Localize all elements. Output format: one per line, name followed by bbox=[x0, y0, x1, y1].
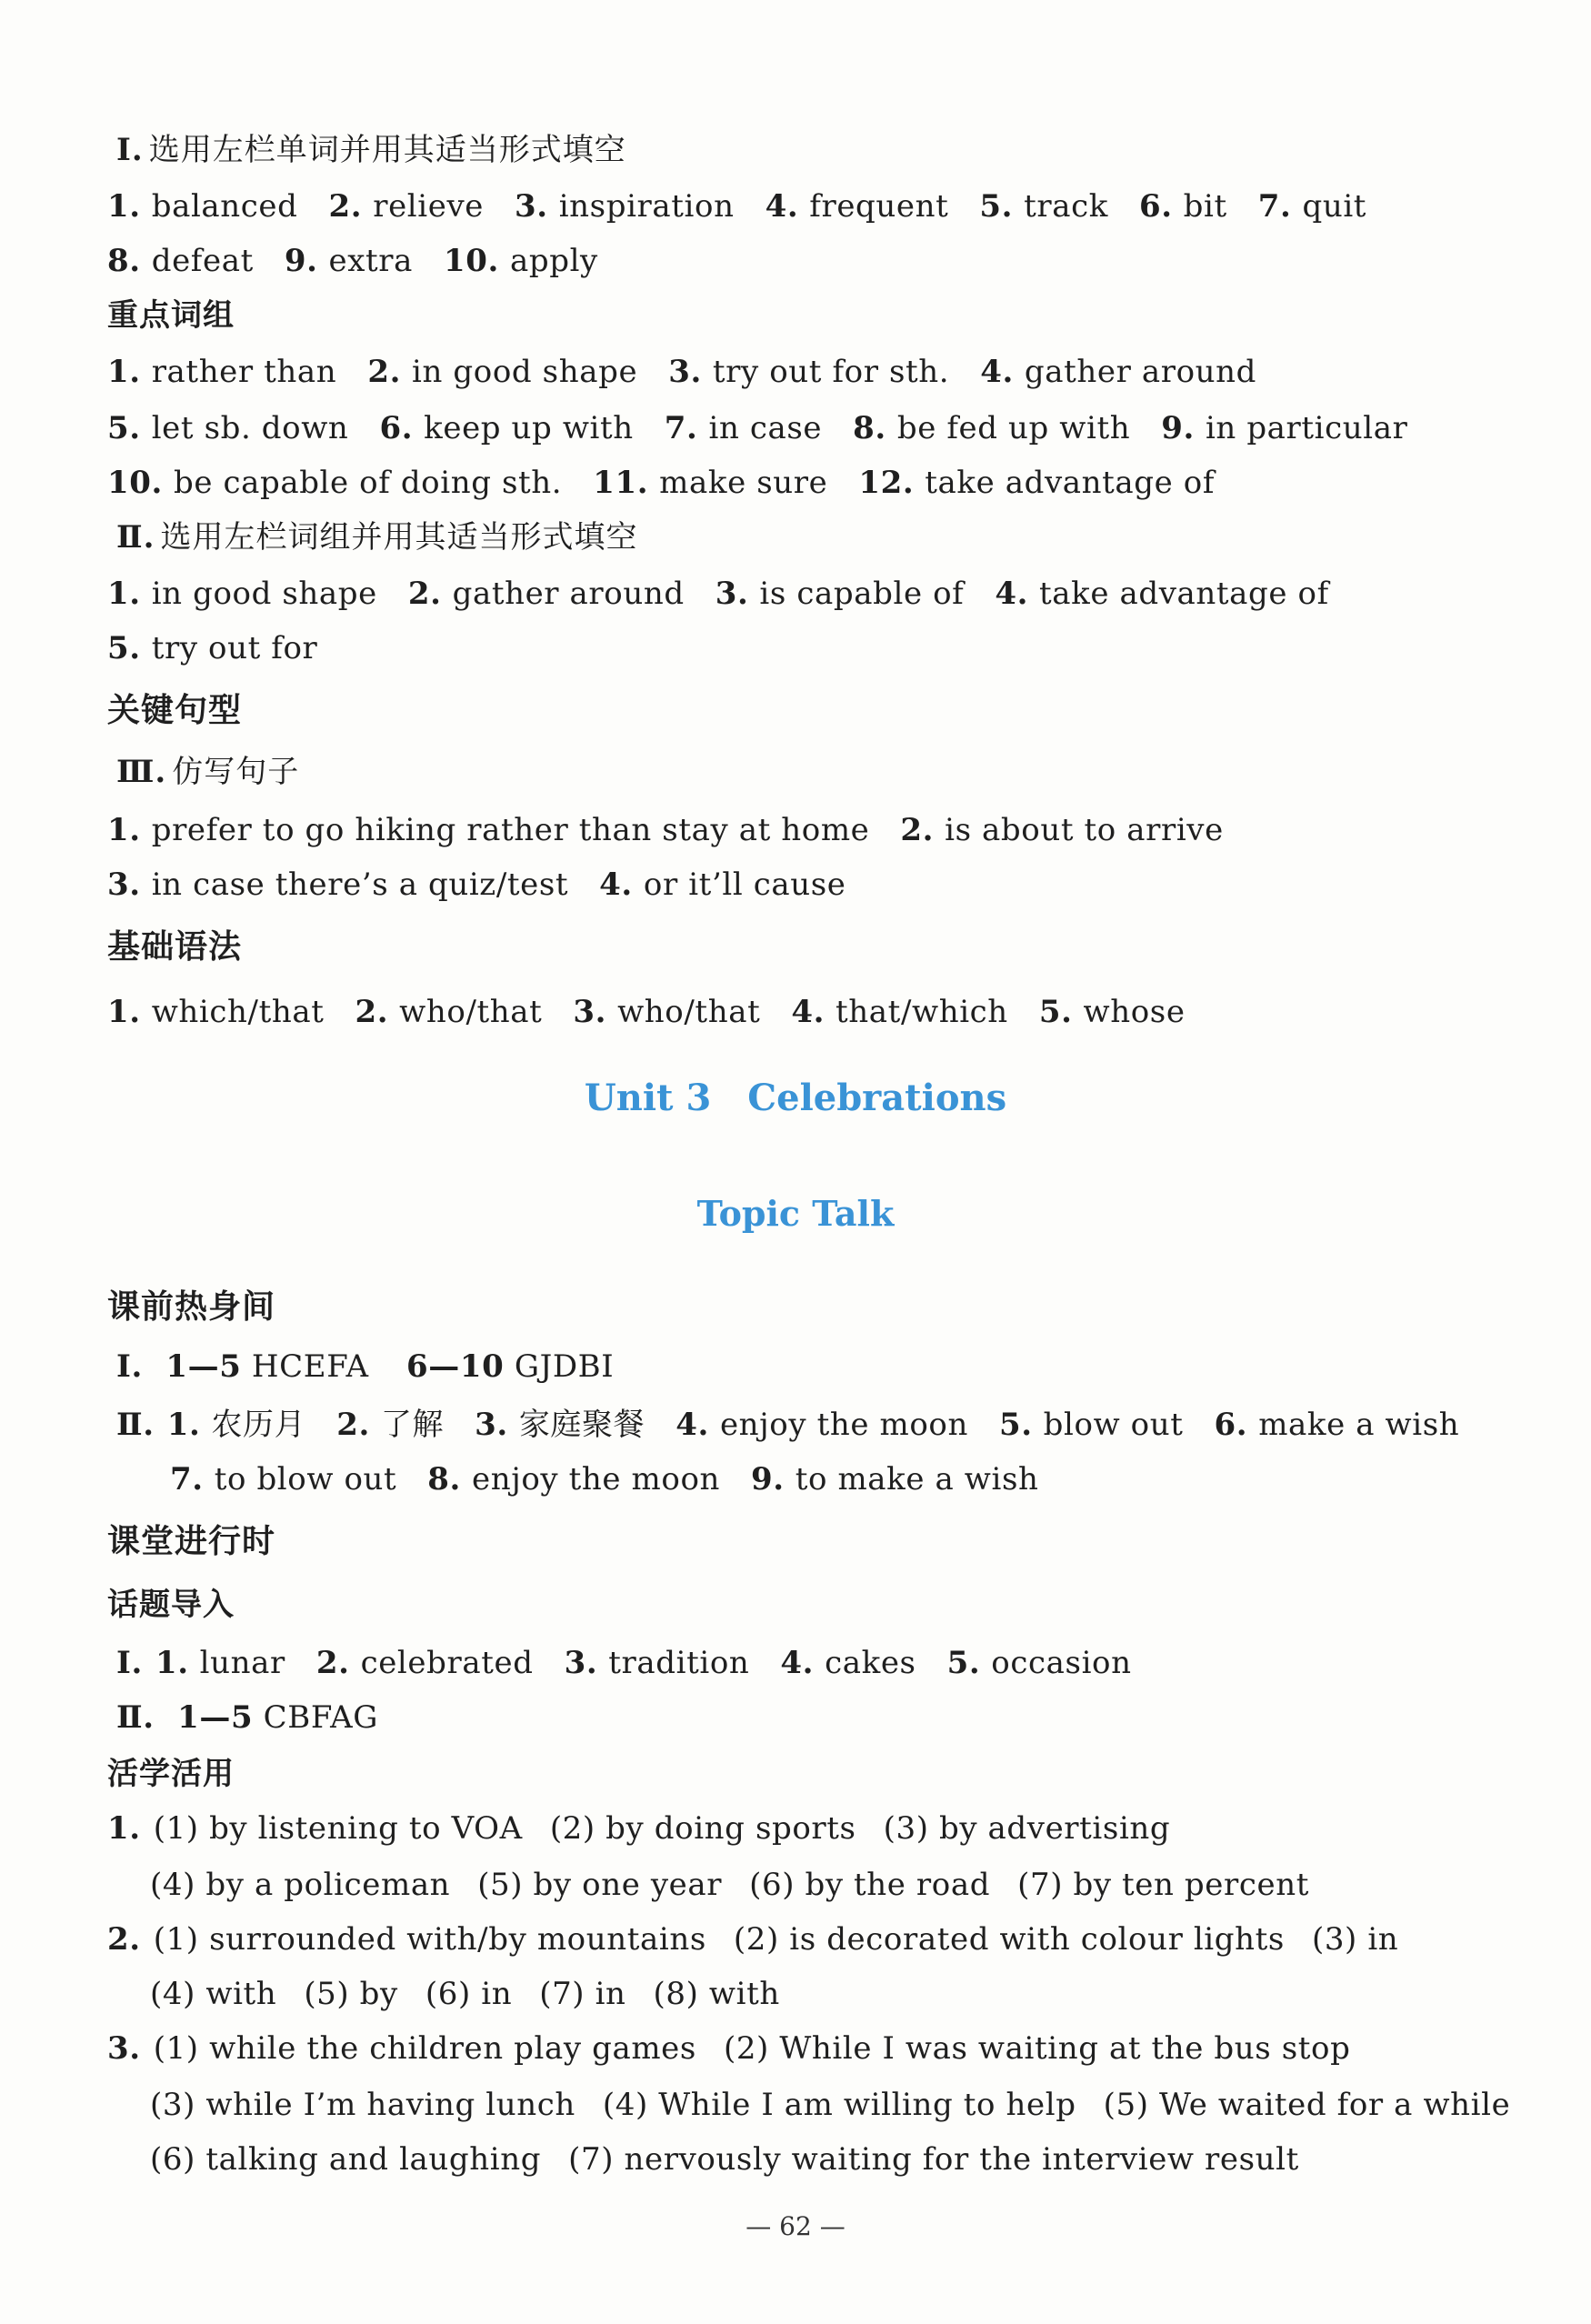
answer-item bbox=[427, 1461, 720, 1498]
item-number: 5. bbox=[946, 1645, 981, 1681]
answer-line bbox=[170, 1461, 1039, 1498]
item-text: to blow out bbox=[214, 1461, 397, 1498]
sub-answer: (5) by bbox=[304, 1976, 398, 2012]
grammar-heading: 基础语法 bbox=[107, 928, 243, 966]
item-number: 4. bbox=[675, 1407, 709, 1443]
answer-item bbox=[751, 1461, 1039, 1498]
item-number: 1. bbox=[107, 354, 141, 390]
answer-line bbox=[107, 812, 1224, 848]
answer-line bbox=[107, 465, 1216, 501]
sub-answer: (1) by listening to VOA bbox=[153, 1810, 523, 1847]
item-number: 2. bbox=[407, 576, 442, 612]
item-number: 3. bbox=[515, 188, 548, 225]
answer-item bbox=[853, 410, 1130, 446]
item-number: 8. bbox=[107, 243, 141, 279]
practice-heading: 活学活用 bbox=[107, 1756, 235, 1792]
answer-line bbox=[107, 994, 1186, 1030]
answer-item bbox=[107, 994, 324, 1030]
sentences-heading: 关键句型 bbox=[107, 692, 243, 729]
item-text: be fed up with bbox=[896, 410, 1131, 446]
item-number: 6. bbox=[1214, 1407, 1248, 1443]
item-number: 5. bbox=[107, 410, 141, 446]
item-text: gather around bbox=[452, 576, 685, 612]
answer-line bbox=[107, 354, 1257, 390]
item-number: 3. bbox=[107, 866, 141, 903]
item-number: 2. bbox=[355, 994, 389, 1030]
item-text: bit bbox=[1183, 188, 1227, 225]
item-text: tradition bbox=[608, 1645, 750, 1681]
item-number: 7. bbox=[664, 410, 698, 446]
item-text: try out for bbox=[151, 630, 318, 666]
answer-item bbox=[715, 576, 965, 612]
item-text: in particular bbox=[1205, 410, 1408, 446]
answer-line bbox=[107, 188, 1367, 225]
answer-item bbox=[780, 1645, 916, 1681]
item-number: 6. bbox=[379, 410, 414, 446]
sub-answer: (8) with bbox=[653, 1976, 780, 2012]
section-1-heading: Ⅰ. 选用左栏单词并用其适当形式填空 bbox=[116, 132, 626, 168]
answer-item bbox=[329, 188, 484, 225]
answer-item bbox=[1139, 188, 1227, 225]
item-number: 1. bbox=[107, 188, 141, 225]
item-text: try out for sth. bbox=[712, 354, 950, 390]
item-text: who/that bbox=[399, 994, 543, 1030]
answer-item bbox=[1039, 994, 1186, 1030]
item-text: extra bbox=[328, 243, 414, 279]
answer-item bbox=[167, 1407, 306, 1443]
answer-item bbox=[999, 1407, 1184, 1443]
warmup-heading: 课前热身间 bbox=[107, 1288, 276, 1326]
answer-item bbox=[408, 576, 685, 612]
item-text: be capable of doing sth. bbox=[173, 465, 563, 501]
item-text: make sure bbox=[659, 465, 828, 501]
item-number: 9. bbox=[284, 243, 318, 279]
item-number: 2. bbox=[336, 1407, 370, 1443]
item-text: enjoy the moon bbox=[472, 1461, 721, 1498]
item-number: 9. bbox=[751, 1461, 785, 1498]
answer-item bbox=[107, 465, 562, 501]
classroom-heading: 课堂进行时 bbox=[107, 1523, 276, 1560]
answer-line bbox=[107, 866, 846, 903]
answer-item bbox=[107, 812, 869, 848]
answer-item bbox=[668, 354, 949, 390]
item-text: occasion bbox=[991, 1645, 1132, 1681]
answer-item bbox=[107, 410, 348, 446]
sub-answer: (5) We waited for a while bbox=[1103, 2087, 1511, 2123]
answer-line bbox=[107, 630, 318, 666]
item-text: in good shape bbox=[412, 354, 638, 390]
answer-item bbox=[565, 1645, 750, 1681]
unit-title: Unit 3 Celebrations bbox=[584, 1077, 1007, 1119]
item-text: is about to arrive bbox=[945, 812, 1224, 848]
topic-intro-heading: 话题导入 bbox=[107, 1587, 235, 1623]
answer-item bbox=[593, 465, 827, 501]
section-3-heading: Ⅲ. 仿写句子 bbox=[116, 754, 300, 790]
item-number: 7. bbox=[1257, 188, 1292, 225]
page-number: — 62 — bbox=[745, 2211, 846, 2241]
item-number: 5. bbox=[107, 630, 141, 666]
item-number: 1. bbox=[166, 1407, 201, 1443]
question-3: 3. (1) while the children play games (2) While I was waiting at the bus stop bbox=[107, 2030, 1351, 2067]
item-text: in case there’s a quiz/test bbox=[151, 866, 569, 903]
item-number: 2. bbox=[900, 812, 935, 848]
answer-item bbox=[316, 1645, 534, 1681]
answer-item bbox=[107, 243, 254, 279]
sub-answer: (4) by a policeman bbox=[150, 1867, 451, 1903]
item-text: whose bbox=[1083, 994, 1186, 1030]
item-number: 5. bbox=[979, 188, 1014, 225]
item-number: 2. bbox=[367, 354, 402, 390]
item-number: 2. bbox=[328, 188, 363, 225]
sub-answer: (3) in bbox=[1311, 1921, 1399, 1958]
item-number: 4. bbox=[980, 354, 1014, 390]
warmup-row-2: Ⅱ. 1. 农历月 2. 了解 3. 家庭聚餐 4. enjoy the moon 5. blow out 6. make a wish bbox=[116, 1407, 1460, 1443]
item-number: 4. bbox=[765, 188, 799, 225]
answer-line bbox=[150, 2087, 1537, 2123]
item-number: 8. bbox=[427, 1461, 461, 1498]
item-text: track bbox=[1024, 188, 1108, 225]
question-2: 2. (1) surrounded with/by mountains (2) is decorated with colour lights (3) in bbox=[107, 1921, 1399, 1958]
answer-item bbox=[995, 576, 1328, 612]
item-text: which/that bbox=[151, 994, 325, 1030]
item-text: make a wish bbox=[1258, 1407, 1460, 1443]
item-number: 5. bbox=[1038, 994, 1073, 1030]
sub-answer: (4) with bbox=[150, 1976, 277, 2012]
item-text: frequent bbox=[809, 188, 949, 225]
topic-title: Topic Talk bbox=[696, 1193, 895, 1234]
item-text: gather around bbox=[1024, 354, 1257, 390]
item-number: 5. bbox=[998, 1407, 1033, 1443]
item-text: 了解 bbox=[380, 1407, 445, 1443]
sub-answer: (1) while the children play games bbox=[153, 2030, 696, 2067]
item-text: in case bbox=[708, 410, 823, 446]
answer-item bbox=[336, 1407, 444, 1443]
item-text: 家庭聚餐 bbox=[518, 1407, 645, 1443]
answer-item bbox=[107, 866, 568, 903]
answer-item bbox=[665, 410, 822, 446]
item-number: 7. bbox=[170, 1461, 204, 1498]
answer-line bbox=[150, 1867, 1336, 1903]
sub-answer: (2) While I was waiting at the bus stop bbox=[723, 2030, 1351, 2067]
item-text: take advantage of bbox=[925, 465, 1216, 501]
item-number: 10. bbox=[444, 243, 499, 279]
item-text: that/which bbox=[836, 994, 1008, 1030]
answer-item bbox=[355, 994, 542, 1030]
item-number: 1. bbox=[155, 1645, 189, 1681]
answer-item bbox=[444, 243, 598, 279]
classroom-row-2: Ⅱ. 1—5 CBFAG bbox=[116, 1699, 379, 1736]
item-number: 2. bbox=[315, 1645, 350, 1681]
answer-item bbox=[107, 630, 317, 666]
item-text: apply bbox=[509, 243, 598, 279]
item-number: 4. bbox=[791, 994, 826, 1030]
item-number: 9. bbox=[1161, 410, 1195, 446]
item-text: balanced bbox=[151, 188, 298, 225]
answer-item bbox=[170, 1461, 396, 1498]
answer-item bbox=[573, 994, 760, 1030]
item-number: 3. bbox=[564, 1645, 598, 1681]
item-text: defeat bbox=[151, 243, 254, 279]
item-text: in good shape bbox=[151, 576, 377, 612]
sub-answer: (4) While I am willing to help bbox=[602, 2087, 1076, 2123]
answer-item bbox=[367, 354, 637, 390]
sub-answer: (1) surrounded with/by mountains bbox=[153, 1921, 706, 1958]
answer-item bbox=[107, 354, 336, 390]
item-number: 3. bbox=[573, 994, 607, 1030]
item-text: who/that bbox=[617, 994, 761, 1030]
answer-line bbox=[150, 2141, 1326, 2178]
item-text: 农历月 bbox=[211, 1407, 306, 1443]
answer-item bbox=[947, 1645, 1132, 1681]
answer-item bbox=[1258, 188, 1366, 225]
item-number: 1. bbox=[107, 812, 141, 848]
item-number: 11. bbox=[593, 465, 649, 501]
answer-line bbox=[150, 1976, 807, 2012]
sub-answer: (6) by the road bbox=[749, 1867, 991, 1903]
answer-item bbox=[900, 812, 1223, 848]
question-1: 1. (1) by listening to VOA (2) by doing sports (3) by advertising bbox=[107, 1810, 1171, 1847]
item-text: is capable of bbox=[759, 576, 965, 612]
item-text: take advantage of bbox=[1039, 576, 1329, 612]
item-text: or it’ll cause bbox=[643, 866, 846, 903]
item-text: to make a wish bbox=[795, 1461, 1039, 1498]
item-text: rather than bbox=[151, 354, 337, 390]
warmup-row-1: Ⅰ. 1—5 HCEFA 6—10 GJDBI bbox=[116, 1348, 615, 1385]
sub-answer: (2) is decorated with colour lights bbox=[733, 1921, 1285, 1958]
answer-item bbox=[979, 188, 1108, 225]
item-number: 1. bbox=[107, 994, 141, 1030]
answer-item bbox=[1161, 410, 1407, 446]
item-text: quit bbox=[1302, 188, 1367, 225]
item-text: lunar bbox=[199, 1645, 285, 1681]
answer-item bbox=[765, 188, 949, 225]
item-text: prefer to go hiking rather than stay at home bbox=[151, 812, 870, 848]
phrases-heading: 重点词组 bbox=[107, 297, 235, 334]
answer-item bbox=[515, 188, 735, 225]
answer-item bbox=[475, 1407, 645, 1443]
sub-answer: (6) in bbox=[425, 1976, 513, 2012]
answer-item bbox=[599, 866, 846, 903]
answer-line bbox=[107, 410, 1408, 446]
answer-line bbox=[107, 243, 598, 279]
sub-answer: (6) talking and laughing bbox=[150, 2141, 542, 2178]
item-number: 4. bbox=[995, 576, 1029, 612]
item-number: 3. bbox=[715, 576, 749, 612]
answer-item bbox=[155, 1645, 285, 1681]
answer-item bbox=[980, 354, 1256, 390]
answer-line bbox=[107, 576, 1329, 612]
answer-item bbox=[285, 243, 413, 279]
item-number: 6. bbox=[1138, 188, 1173, 225]
item-text: blow out bbox=[1043, 1407, 1184, 1443]
item-number: 3. bbox=[668, 354, 702, 390]
item-number: 8. bbox=[853, 410, 886, 446]
answer-item bbox=[791, 994, 1007, 1030]
section-2-heading: Ⅱ. 选用左栏词组并用其适当形式填空 bbox=[116, 519, 638, 556]
item-number: 3. bbox=[475, 1407, 508, 1443]
item-text: keep up with bbox=[424, 410, 634, 446]
item-text: enjoy the moon bbox=[719, 1407, 968, 1443]
item-text: relieve bbox=[373, 188, 484, 225]
answer-item bbox=[107, 188, 298, 225]
item-text: celebrated bbox=[360, 1645, 534, 1681]
item-text: inspiration bbox=[558, 188, 735, 225]
classroom-row-1: Ⅰ. 1. lunar 2. celebrated 3. tradition 4. cakes 5. occasion bbox=[116, 1645, 1132, 1681]
sub-answer: (7) in bbox=[539, 1976, 626, 2012]
answer-item bbox=[1215, 1407, 1460, 1443]
item-number: 12. bbox=[858, 465, 915, 501]
answer-item bbox=[379, 410, 633, 446]
sub-answer: (5) by one year bbox=[477, 1867, 723, 1903]
item-text: cakes bbox=[825, 1645, 916, 1681]
item-number: 10. bbox=[107, 465, 163, 501]
sub-answer: (7) by ten percent bbox=[1017, 1867, 1309, 1903]
sub-answer: (3) by advertising bbox=[883, 1810, 1171, 1847]
sub-answer: (2) by doing sports bbox=[549, 1810, 856, 1847]
answer-item bbox=[107, 576, 377, 612]
item-number: 4. bbox=[780, 1645, 815, 1681]
answer-item bbox=[858, 465, 1215, 501]
item-number: 4. bbox=[599, 866, 633, 903]
sub-answer: (7) nervously waiting for the interview result bbox=[568, 2141, 1299, 2178]
sub-answer: (3) while I’m having lunch bbox=[150, 2087, 575, 2123]
item-number: 1. bbox=[107, 576, 141, 612]
answer-item bbox=[675, 1407, 968, 1443]
item-text: let sb. down bbox=[151, 410, 349, 446]
